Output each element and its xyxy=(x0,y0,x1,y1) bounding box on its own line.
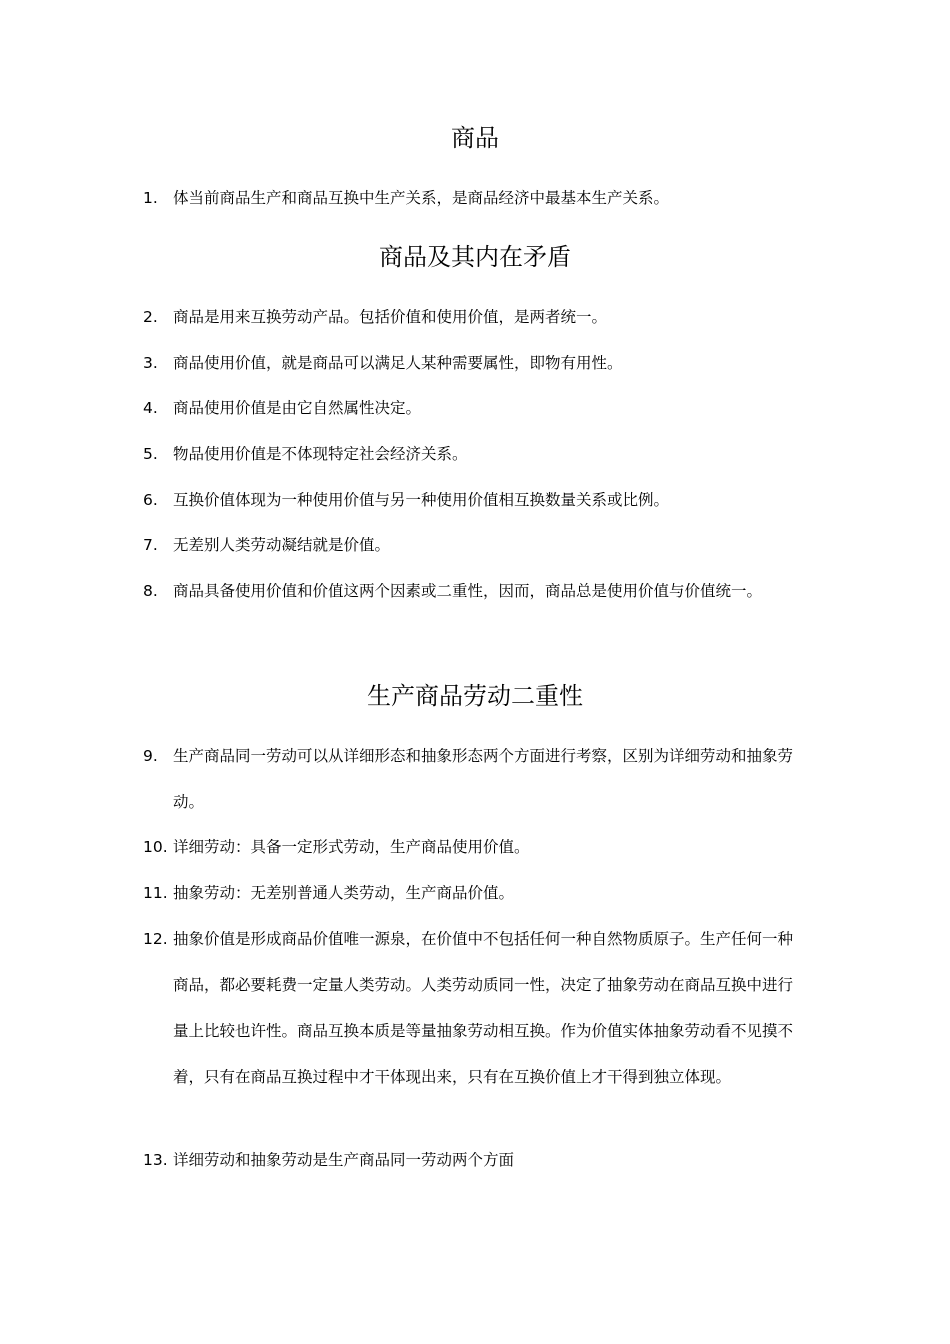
list-item-text: 商品具备使用价值和价值这两个因素或二重性，因而，商品总是使用价值与价值统一。 xyxy=(173,582,763,600)
list-item xyxy=(143,175,803,221)
list-item xyxy=(143,568,803,614)
list-item xyxy=(143,824,803,870)
list-item-text: 无差别人类劳动凝结就是价值。 xyxy=(173,536,391,554)
list-item xyxy=(143,522,803,568)
list-item-number: 7. xyxy=(143,536,158,554)
list-item-number: 6. xyxy=(143,491,158,509)
list-item-number: 12. xyxy=(143,930,168,948)
section-title-dual-labor: 生产商品劳动二重性 xyxy=(367,682,583,710)
list-item-text: 生产商品同一劳动可以从详细形态和抽象形态两个方面进行考察，区别为详细劳动和抽象劳动。 xyxy=(173,747,794,811)
list-item xyxy=(143,1137,803,1183)
list-item-text: 抽象劳动：无差别普通人类劳动，生产商品价值。 xyxy=(173,884,515,902)
list-item-number: 13. xyxy=(143,1151,168,1169)
list-item-number: 11. xyxy=(143,884,168,902)
list-item-text: 商品使用价值，就是商品可以满足人某种需要属性，即物有用性。 xyxy=(173,354,623,372)
list-item xyxy=(143,385,803,431)
list-item xyxy=(143,294,803,340)
list-item-number: 9. xyxy=(143,747,158,765)
list-item xyxy=(143,431,803,477)
list-item-number: 8. xyxy=(143,582,158,600)
list-item xyxy=(143,916,803,1100)
list-item xyxy=(143,340,803,386)
list-item-number: 2. xyxy=(143,308,158,326)
list-item xyxy=(143,477,803,523)
section-title-commodity: 商品 xyxy=(451,124,499,152)
section-title-contradiction: 商品及其内在矛盾 xyxy=(379,243,571,271)
list-item xyxy=(143,733,803,825)
list-item-number: 4. xyxy=(143,399,158,417)
list-item-text: 商品使用价值是由它自然属性决定。 xyxy=(173,399,422,417)
list-item-text: 抽象价值是形成商品价值唯一源泉，在价值中不包括任何一种自然物质原子。生产任何一种商品，都必要耗费一定量人类劳动。人类劳动质同一性，决定了抽象劳动在商品互换中进行量上比较也许性。商品互换本质是等量抽象劳动相互换。作为价值实体抽象劳动看不见摸不着，只有在商品互换过程中才干体现出来，只有在互换价值上才干得到独立体现。 xyxy=(173,930,794,1086)
list-item-text: 商品是用来互换劳动产品。包括价值和使用价值，是两者统一。 xyxy=(173,308,608,326)
list-item xyxy=(143,870,803,916)
list-item-number: 10. xyxy=(143,838,168,856)
list-item-text: 互换价值体现为一种使用价值与另一种使用价值相互换数量关系或比例。 xyxy=(173,491,670,509)
list-item-number: 3. xyxy=(143,354,158,372)
list-item-number: 5. xyxy=(143,445,158,463)
list-item-text: 体当前商品生产和商品互换中生产关系，是商品经济中最基本生产关系。 xyxy=(173,189,670,207)
list-item-text: 详细劳动和抽象劳动是生产商品同一劳动两个方面 xyxy=(173,1151,515,1169)
list-item-text: 物品使用价值是不体现特定社会经济关系。 xyxy=(173,445,468,463)
list-item-text: 详细劳动：具备一定形式劳动，生产商品使用价值。 xyxy=(173,838,530,856)
list-item-number: 1. xyxy=(143,189,158,207)
